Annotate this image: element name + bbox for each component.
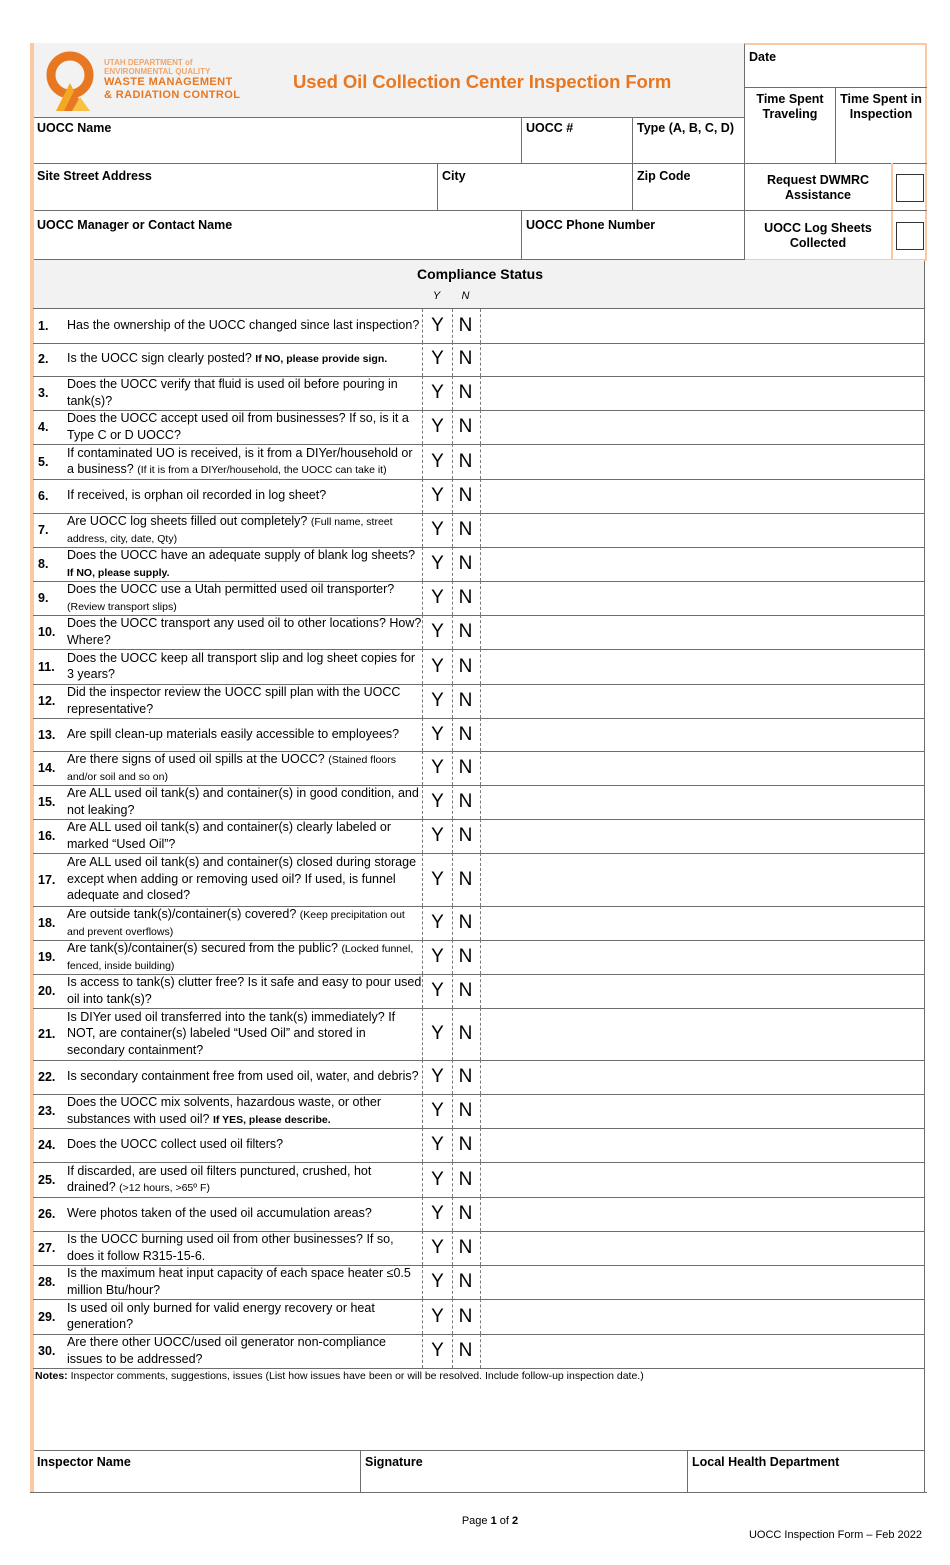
question-number: 4. [38, 420, 49, 434]
question-number: 1. [38, 319, 49, 333]
question-text [67, 751, 422, 785]
question-number: 10. [38, 625, 56, 639]
yes-option[interactable]: Y [422, 853, 453, 906]
no-option[interactable]: N [451, 342, 481, 376]
question-number: 22. [38, 1070, 56, 1084]
no-option[interactable]: N [451, 1128, 481, 1162]
inspector-name-label: Inspector Name [37, 1455, 131, 1469]
question-row [33, 1060, 924, 1095]
question-main: Were photos taken of the used oil accumulation areas? [67, 1206, 372, 1221]
question-text [67, 649, 422, 684]
question-number: 24. [38, 1138, 56, 1152]
question-text [67, 581, 422, 615]
notes-text: Inspector comments, suggestions, issues (List how issues have been or will be resolved. Include follow-up inspection date.) [70, 1370, 644, 1382]
page-of: of [499, 1515, 509, 1527]
no-option[interactable]: N [451, 853, 481, 906]
question-number: 12. [38, 694, 56, 708]
question-row [33, 581, 924, 616]
question-main: Does the UOCC keep all transport slip and log sheet copies for 3 years? [67, 650, 416, 681]
question-number: 21. [38, 1027, 56, 1041]
question-comment-field[interactable] [481, 718, 923, 751]
question-number: 18. [38, 916, 56, 930]
form-id: UOCC Inspection Form – Feb 2022 [748, 1529, 922, 1541]
no-option[interactable]: N [451, 1299, 481, 1334]
no-option[interactable]: N [451, 974, 481, 1008]
question-row [33, 1197, 924, 1232]
question-number: 2. [38, 352, 49, 366]
question-number: 14. [38, 761, 56, 775]
no-option[interactable]: N [451, 718, 481, 751]
dept-line-1: UTAH DEPARTMENT of [104, 58, 193, 67]
yes-option[interactable]: Y [422, 1094, 453, 1128]
question-comment-field[interactable] [481, 1094, 923, 1128]
yes-option[interactable]: Y [422, 479, 453, 513]
inspector-name-field[interactable] [34, 1452, 360, 1492]
question-comment-field[interactable] [481, 1162, 923, 1197]
question-row [33, 410, 924, 445]
yes-option[interactable]: Y [422, 819, 453, 853]
yes-option[interactable]: Y [422, 649, 453, 684]
question-number: 3. [38, 386, 49, 400]
no-option[interactable]: N [451, 1162, 481, 1197]
question-main: Does the UOCC mix solvents, hazardous waste, or other substances with used oil? [67, 1095, 382, 1126]
question-number: 25. [38, 1172, 56, 1187]
n-column-header: N [461, 290, 470, 302]
question-text [67, 785, 422, 819]
request-assistance-checkbox[interactable] [896, 174, 924, 202]
question-row [33, 1334, 924, 1369]
question-text [67, 940, 422, 974]
yes-option[interactable]: Y [422, 684, 453, 718]
uocc-number-field[interactable] [522, 118, 632, 163]
question-number: 11. [38, 659, 55, 674]
yes-option[interactable]: Y [422, 376, 453, 410]
question-text [67, 906, 422, 940]
question-comment-field[interactable] [481, 410, 923, 444]
question-note: (Full name, street address, city, date, Qty) [67, 515, 393, 545]
question-text [67, 1060, 422, 1094]
question-number: 20. [38, 984, 56, 998]
manager-label: UOCC Manager or Contact Name [37, 218, 233, 232]
yes-option[interactable]: Y [422, 1128, 453, 1162]
question-number: 13. [38, 727, 56, 742]
question-number: 5. [38, 454, 49, 469]
uocc-name-field[interactable] [34, 118, 521, 163]
yes-option[interactable]: Y [422, 444, 453, 479]
question-main: Are outside tank(s)/container(s) covered? [67, 906, 297, 921]
question-main: Does the UOCC transport any used oil to other locations? How? Where? [67, 616, 422, 647]
date-label: Date [749, 50, 777, 64]
yes-option[interactable]: Y [422, 906, 453, 940]
question-comment-field[interactable] [481, 615, 923, 649]
question-text [67, 1128, 422, 1162]
no-option[interactable]: N [451, 1094, 481, 1128]
question-note: (Locked funnel, fenced, inside building) [67, 942, 414, 972]
deq-logo-icon [44, 47, 100, 113]
compliance-title: Compliance Status [416, 266, 544, 282]
question-main: Are spill clean-up materials easily accessible to employees? [67, 726, 400, 741]
question-number: 28. [38, 1275, 56, 1289]
dept-name [104, 58, 284, 101]
question-main: If received, is orphan oil recorded in log sheet? [67, 488, 327, 503]
question-row [33, 1265, 924, 1300]
question-number: 27. [38, 1241, 56, 1255]
question-row [33, 718, 924, 752]
question-row [33, 308, 924, 344]
page-total: 2 [512, 1515, 519, 1527]
question-main: Does the UOCC verify that fluid is used oil before pouring in tank(s)? [67, 377, 398, 408]
no-option[interactable]: N [451, 615, 481, 649]
health-dept-label: Local Health Department [692, 1455, 840, 1469]
time-traveling-label: Time Spent Traveling [756, 92, 824, 121]
question-main: Does the UOCC accept used oil from businesses? If so, is it a Type C or D UOCC? [67, 411, 409, 442]
question-row [33, 751, 924, 786]
question-main: Does the UOCC collect used oil filters? [67, 1137, 284, 1152]
no-option[interactable]: N [451, 1060, 481, 1094]
request-assistance-label: Request DWMRC Assistance [766, 173, 870, 202]
yes-option[interactable]: Y [422, 513, 453, 547]
no-option[interactable]: N [451, 751, 481, 785]
question-comment-field[interactable] [481, 785, 923, 819]
question-row [33, 974, 924, 1009]
notes-label: Notes: [35, 1370, 68, 1382]
question-main: Does the UOCC use a Utah permitted used oil transporter? [67, 582, 395, 596]
question-row [33, 547, 924, 582]
yes-option[interactable]: Y [422, 309, 453, 343]
question-comment-field[interactable] [481, 444, 923, 479]
question-text [67, 1008, 422, 1060]
dept-line-2: ENVIRONMENTAL QUALITY [104, 67, 211, 76]
yes-option[interactable]: Y [422, 1162, 453, 1197]
manager-field[interactable] [34, 211, 521, 259]
question-comment-field[interactable] [481, 906, 923, 940]
question-row [33, 444, 924, 480]
question-number: 15. [38, 795, 56, 809]
yes-option[interactable]: Y [422, 1231, 453, 1265]
page-prefix: Page [461, 1515, 488, 1527]
question-row [33, 342, 924, 377]
question-comment-field[interactable] [481, 974, 923, 1008]
question-number: 19. [38, 950, 56, 964]
question-text [67, 974, 422, 1008]
question-comment-field[interactable] [481, 940, 923, 974]
question-comment-field[interactable] [481, 819, 923, 853]
date-field[interactable] [745, 45, 925, 87]
question-main: Are ALL used oil tank(s) and container(s) closed during storage except when adding or removing used oil? If used, is funnel adequate and closed? [67, 855, 417, 903]
no-option[interactable]: N [451, 906, 481, 940]
question-main: Is the maximum heat input capacity of each space heater ≤0.5 million Btu/hour? [67, 1266, 411, 1297]
question-main: Has the ownership of the UOCC changed since last inspection? [67, 318, 420, 333]
question-comment-field[interactable] [481, 309, 923, 343]
question-text [67, 684, 422, 718]
question-comment-field[interactable] [481, 513, 923, 547]
question-comment-field[interactable] [481, 581, 923, 615]
question-row [33, 376, 924, 411]
question-number: 16. [38, 829, 56, 843]
question-text [67, 376, 422, 410]
yes-option[interactable]: Y [422, 974, 453, 1008]
question-text [67, 342, 422, 376]
no-option[interactable]: N [451, 410, 481, 444]
question-number: 26. [38, 1207, 56, 1221]
question-comment-field[interactable] [481, 547, 923, 581]
no-option[interactable]: N [451, 1231, 481, 1265]
question-text [67, 410, 422, 444]
signature-label: Signature [365, 1455, 423, 1469]
no-option[interactable]: N [451, 1197, 481, 1231]
no-option[interactable]: N [451, 444, 481, 479]
yes-option[interactable]: Y [422, 1197, 453, 1231]
question-text [67, 1265, 422, 1299]
question-comment-field[interactable] [481, 751, 923, 785]
yes-option[interactable]: Y [422, 1334, 453, 1368]
no-option[interactable]: N [451, 479, 481, 513]
question-main: Is the UOCC sign clearly posted? [67, 351, 252, 366]
question-comment-field[interactable] [481, 1060, 923, 1094]
question-main: Are ALL used oil tank(s) and container(s) clearly labeled or marked “Used Oil”? [67, 820, 392, 851]
question-main: Are there signs of used oil spills at the UOCC? [67, 751, 325, 766]
question-note: If NO, please supply. [67, 566, 170, 579]
question-text [67, 1197, 422, 1231]
no-option[interactable]: N [451, 1265, 481, 1299]
question-text [67, 1334, 422, 1368]
no-option[interactable]: N [451, 547, 481, 581]
signature-field[interactable] [361, 1452, 687, 1492]
question-comment-field[interactable] [481, 1008, 923, 1060]
yes-option[interactable]: Y [422, 342, 453, 376]
yes-option[interactable]: Y [422, 718, 453, 751]
question-row [33, 479, 924, 514]
question-main: Is used oil only burned for valid energy recovery or heat generation? [67, 1300, 375, 1331]
question-note: (Stained floors and/or soil and so on) [67, 753, 396, 783]
question-comment-field[interactable] [481, 1265, 923, 1299]
question-text [67, 479, 422, 513]
question-comment-field[interactable] [481, 342, 923, 376]
health-dept-field[interactable] [688, 1452, 924, 1492]
question-main: Is the UOCC burning used oil from other businesses? If so, does it follow R315-15-6. [67, 1232, 394, 1263]
no-option[interactable]: N [451, 376, 481, 410]
page-number [440, 1515, 540, 1527]
no-option[interactable]: N [451, 684, 481, 718]
question-text [67, 1094, 422, 1128]
zip-field[interactable] [633, 164, 744, 210]
question-main: Are there other UOCC/used oil generator non-compliance issues to be addressed? [67, 1335, 386, 1366]
yes-option[interactable]: Y [422, 751, 453, 785]
question-row [33, 1094, 924, 1129]
yes-option[interactable]: Y [422, 1299, 453, 1334]
question-row [33, 906, 924, 941]
question-row [33, 1231, 924, 1266]
type-label: Type (A, B, C, D) [637, 121, 734, 135]
question-row [33, 940, 924, 975]
question-text [67, 444, 422, 479]
question-row [33, 649, 924, 685]
question-number: 29. [38, 1309, 56, 1324]
question-row [33, 1128, 924, 1163]
yes-option[interactable]: Y [422, 1060, 453, 1094]
time-inspection-label: Time Spent in Inspection [840, 92, 922, 121]
question-main: Are tank(s)/container(s) secured from the public? [67, 940, 338, 955]
address-label: Site Street Address [37, 169, 152, 183]
question-comment-field[interactable] [481, 1231, 923, 1265]
log-sheets-checkbox[interactable] [896, 222, 924, 250]
question-row [33, 853, 924, 907]
yes-option[interactable]: Y [422, 1008, 453, 1060]
question-text [67, 853, 422, 906]
no-option[interactable]: N [451, 309, 481, 343]
question-text [67, 615, 422, 649]
question-number: 30. [38, 1344, 56, 1358]
no-option[interactable]: N [451, 581, 481, 615]
question-row [33, 1008, 924, 1061]
question-note: If NO, please provide sign. [255, 353, 388, 366]
yes-option[interactable]: Y [422, 785, 453, 819]
question-row [33, 684, 924, 719]
question-number: 17. [38, 872, 56, 887]
question-comment-field[interactable] [481, 479, 923, 513]
form-title: Used Oil Collection Center Inspection Form [293, 71, 672, 92]
question-comment-field[interactable] [481, 1334, 923, 1368]
question-main: Are ALL used oil tank(s) and container(s) in good condition, and not leaking? [67, 786, 419, 817]
yes-option[interactable]: Y [422, 940, 453, 974]
question-main: If contaminated UO is received, is it from a DIYer/household or a business? [67, 445, 413, 476]
no-option[interactable]: N [451, 785, 481, 819]
address-field[interactable] [34, 164, 437, 210]
zip-label: Zip Code [637, 169, 691, 183]
question-number: 8. [38, 557, 49, 571]
question-row [33, 615, 924, 650]
question-note: (Keep precipitation out and prevent overflows) [67, 908, 405, 938]
question-row [33, 785, 924, 820]
no-option[interactable]: N [451, 513, 481, 547]
question-row [33, 819, 924, 854]
yes-option[interactable]: Y [422, 615, 453, 649]
question-comment-field[interactable] [481, 1128, 923, 1162]
phone-field[interactable] [522, 211, 744, 259]
yes-option[interactable]: Y [422, 547, 453, 581]
phone-label: UOCC Phone Number [526, 218, 656, 232]
no-option[interactable]: N [451, 1008, 481, 1060]
question-text [67, 1162, 422, 1197]
question-text [67, 513, 422, 547]
page-current: 1 [490, 1515, 497, 1527]
yes-option[interactable]: Y [422, 581, 453, 615]
question-main: Is access to tank(s) clutter free? Is it safe and easy to pour used oil into tank(s)? [67, 975, 422, 1006]
question-number: 23. [38, 1104, 56, 1118]
question-note: If YES, please describe. [212, 1113, 331, 1126]
question-number: 9. [38, 591, 49, 605]
deq-logo [44, 47, 100, 113]
question-number: 6. [38, 489, 49, 503]
question-note: (>12 hours, >65º F) [119, 1182, 210, 1194]
question-comment-field[interactable] [481, 1197, 923, 1231]
question-row [33, 1162, 924, 1198]
type-field[interactable] [633, 118, 744, 163]
question-comment-field[interactable] [481, 684, 923, 718]
question-main: Did the inspector review the UOCC spill plan with the UOCC representative? [67, 685, 401, 716]
question-main: Is secondary containment free from used oil, water, and debris? [67, 1069, 419, 1084]
question-note: (If it is from a DIYer/household, the UOCC can take it) [137, 464, 387, 476]
question-comment-field[interactable] [481, 853, 923, 906]
city-label: City [442, 169, 466, 183]
uocc-number-label: UOCC # [526, 121, 574, 135]
dept-line-3: WASTE MANAGEMENT [104, 76, 233, 88]
question-number: 7. [38, 523, 49, 537]
dept-line-4: & RADIATION CONTROL [104, 89, 241, 101]
question-text [67, 819, 422, 853]
question-text [67, 718, 422, 751]
no-option[interactable]: N [451, 940, 481, 974]
question-main: Are UOCC log sheets filled out completely? [67, 513, 308, 528]
question-comment-field[interactable] [481, 649, 923, 684]
question-text [67, 1231, 422, 1265]
notes-line [35, 1370, 920, 1382]
y-column-header: Y [432, 290, 441, 302]
question-row [33, 513, 924, 548]
question-main: Is DIYer used oil transferred into the tank(s) immediately? If NOT, are container(s) labeled “Used Oil” and stored in secondary containment? [67, 1009, 396, 1057]
question-comment-field[interactable] [481, 376, 923, 410]
question-main: Does the UOCC have an adequate supply of blank log sheets? [67, 548, 416, 562]
question-main: If discarded, are used oil filters punctured, crushed, hot drained? [67, 1163, 372, 1194]
no-option[interactable]: N [451, 819, 481, 853]
city-field[interactable] [438, 164, 632, 210]
yes-option[interactable]: Y [422, 1265, 453, 1299]
log-sheets-label: UOCC Log Sheets Collected [764, 221, 872, 250]
no-option[interactable]: N [451, 1334, 481, 1368]
question-text [67, 309, 422, 343]
yes-option[interactable]: Y [422, 410, 453, 444]
question-comment-field[interactable] [481, 1299, 923, 1334]
question-note: (Review transport slips) [67, 600, 177, 613]
question-text [67, 547, 422, 581]
uocc-name-label: UOCC Name [37, 121, 112, 135]
question-row [33, 1299, 924, 1335]
question-text [67, 1299, 422, 1334]
no-option[interactable]: N [451, 649, 481, 684]
